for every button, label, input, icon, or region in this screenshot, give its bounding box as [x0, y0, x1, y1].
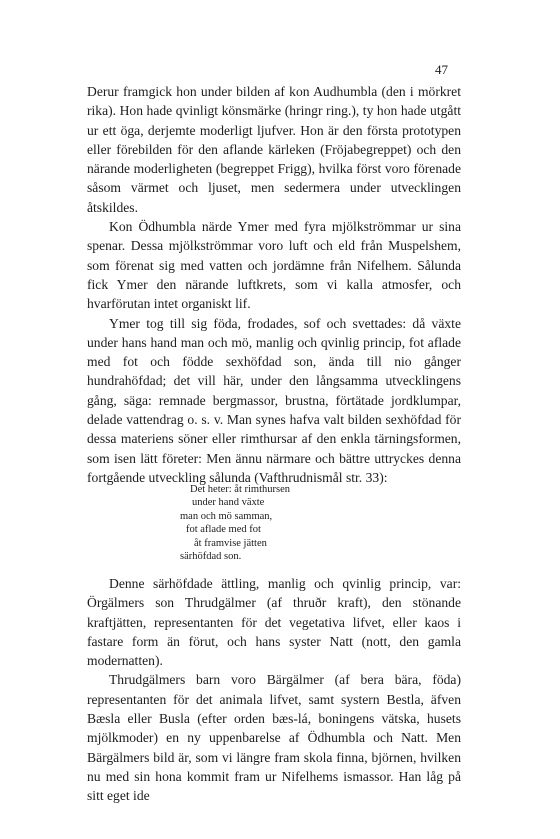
paragraph-ymer: Ymer tog till sig föda, frodades, sof och svettades: då växte under hans hand man och mö, manlig och qvinlig princip, fot aflade med fot och födde sexhöfdad son, ända till nio gånger hundrahöfdad; det vill här, under den långsamma utvecklingens gång, säga: remnade bergmassor, brustna, förtätade jordklumpar, delade vattendrag o. s. v. Man synes hafva valt bilden sexhöfdad för dessa materiens söner eller rimthursar af den enkla tärningsformen, som isen lätt företer: Men ännu närmare och bättre uttryckes denna fortgående utveckling sålunda (Vafthrudnismål str. 33): — [87, 315, 461, 485]
text-block-lower — [87, 574, 461, 806]
verse-line: under hand växte — [192, 497, 265, 509]
verse-line: särhöfdad son. — [180, 551, 242, 563]
verse-line: man och mö samman, — [180, 510, 273, 522]
paragraph-audhumbla: Derur framgick hon under bilden af kon Audhumbla (den i mörkret rika). Hon hade qvinligt könsmärke (hringr ring.), ty hon hade utgått ur ett öga, derjemte moderligt ljufver. Hon är den första prototypen eller förebilden för den aflande kärleken (Fröjabegreppet) och den närande moderligheten (begreppet Frigg), hvilka först voro förenade såsom värmet och ljuset, men sedermera under utvecklingen åtskildes. — [87, 84, 461, 215]
verse-line: Det heter: åt rimthursen — [190, 484, 291, 495]
paragraph-bargalmer: Thrudgälmers barn voro Bärgälmer (af bera bära, föda) representanten för det animala lifvet, samt systern Bestla, äfven Bæsla eller Busla (efter orden bæs-lá, boningens vätska, husets mjölkmoder) en ny uppenbarelse af Ödhumbla och Natt. Men Bärgälmers bild är, som vi längre fram skola finna, björnen, hvilken nu med sin hona kommit fram ur Nifelhems ismassor. Han låg på sitt eget ide — [87, 672, 461, 804]
paragraph-milk-streams: Kon Ödhumbla närde Ymer med fyra mjölkströmmar ur sina spenar. Dessa mjölkströmmar voro luft och eld från Muspelshem, som förenat sig med vatten och jordämne från Nifelhem. Sålunda fick Ymer den närande luftkrets, som vi kalla atmosfer, och hvarförutan intet organiskt lif. — [87, 219, 461, 312]
verse-line: åt framvise jätten — [194, 537, 267, 549]
text-block-upper — [87, 82, 461, 487]
paragraph-thrudgalmer: Denne särhöfdade ättling, manlig och qvinlig princip, var: Örgälmers son Thrudgälmer (af thruðr kraft), den stönande kraftjätten, representanten för det vegetativa lifvet, eller kaos i fastare form än förut, och hans syster Natt (nott, den gamla modernatten). — [87, 576, 461, 669]
verse-line: fot aflade med fot — [186, 524, 261, 536]
page-number: 47 — [435, 62, 448, 77]
verse-quote — [180, 483, 380, 563]
